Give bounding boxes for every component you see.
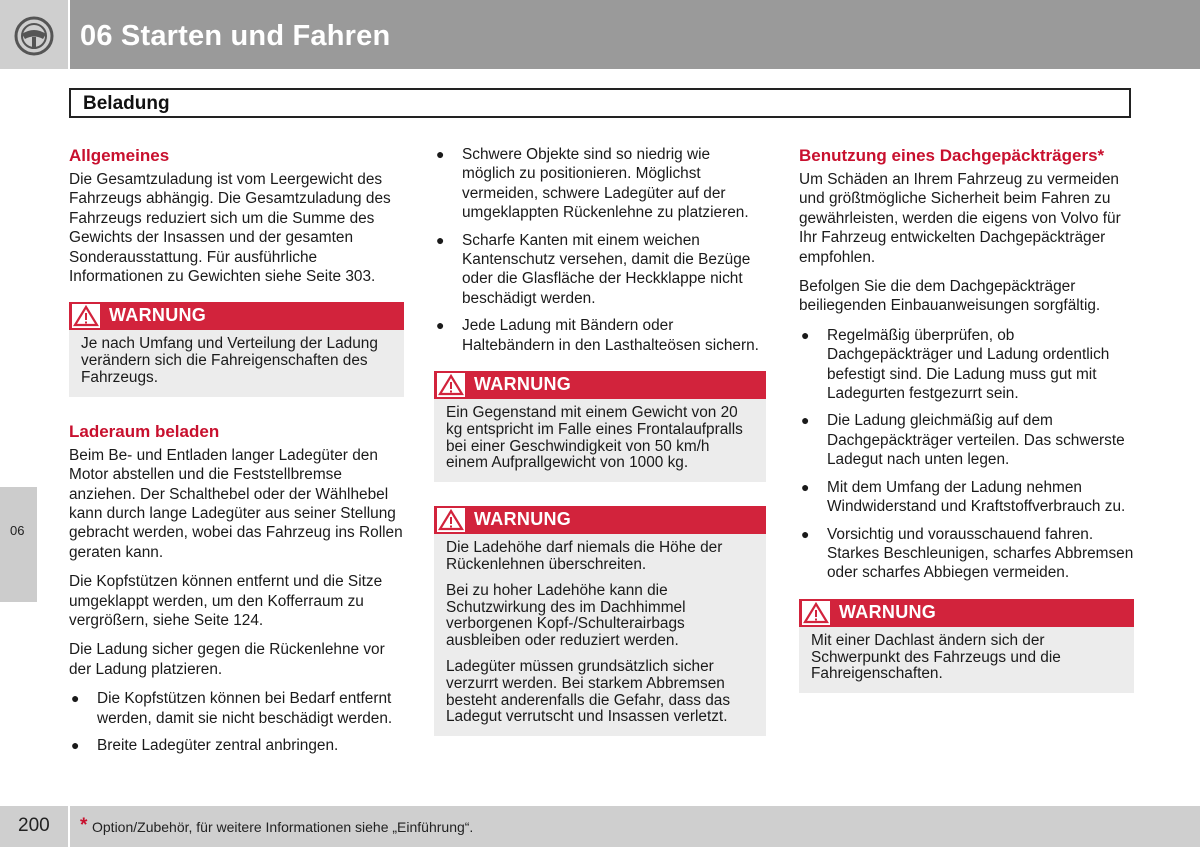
warning-text: Ladegüter müssen grundsätzlich sicher verzurrt werden. Bei starkem Abbremsen besteht anderenfalls die Gefahr, dass das Ladegut verrutscht und Insassen verletzt. xyxy=(446,658,731,726)
page-number-box xyxy=(0,806,68,847)
paragraph-roof-1: Um Schäden an Ihrem Fahrzeug zu vermeiden und größtmögliche Sicherheit beim Fahren zu gewährleisten, werden die eigens von Volvo für Ihr Fahrzeug entwickelten Dachgepäckträger empfohlen. xyxy=(799,171,1121,266)
paragraph-load-2: Die Kopfstützen können entfernt und die Sitze umgeklappt werden, um den Kofferraum zu vergrößern, siehe Seite 124. xyxy=(69,573,383,630)
column-left xyxy=(69,145,404,766)
warning-body xyxy=(799,627,1134,693)
list-item: ● Scharfe Kanten mit einem weichen Kantenschutz versehen, damit die Bezüge oder die Glasfläche der Heckklappe nicht beschädigt werden. xyxy=(436,231,751,307)
warning-text: Je nach Umfang und Verteilung der Ladung verändern sich die Fahreigenschaften des Fahrzeugs. xyxy=(81,335,378,387)
warning-triangle-icon xyxy=(72,304,100,328)
bullet-icon: ● xyxy=(801,412,810,429)
bullet-list xyxy=(799,326,1134,583)
warning-body xyxy=(69,330,404,396)
steering-wheel-icon xyxy=(13,15,55,57)
footer-bar xyxy=(70,806,1200,847)
chapter-title: 06 Starten und Fahren xyxy=(80,20,391,52)
list-item: ● Breite Ladegüter zentral anbringen. xyxy=(71,737,339,755)
bullet-icon: ● xyxy=(801,326,810,343)
warning-header xyxy=(799,599,1134,627)
warning-label: WARNUNG xyxy=(474,509,572,530)
paragraph-load-1: Beim Be- und Entladen langer Ladegüter den Motor abstellen und die Feststellbremse anziehen. Der Schalthebel oder der Wählhebel kann durch lange Ladegüter aus seiner Stellung gebracht werden, wobei das Fahrzeug ins Rollen geraten kann. xyxy=(69,446,403,561)
list-item: ● Mit dem Umfang der Ladung nehmen Windwiderstand und Kraftstoffverbrauch zu. xyxy=(801,478,1126,516)
warning-label: WARNUNG xyxy=(839,601,937,622)
bullet-icon: ● xyxy=(801,525,810,542)
warning-box xyxy=(434,506,766,736)
footnote-star: * xyxy=(80,815,88,836)
page-number: 200 xyxy=(18,815,50,836)
warning-text: Bei zu hoher Ladehöhe kann die Schutzwirkung des im Dachhimmel verborgenen Kopf-/Schulterairbags ausbleiben oder reduziert werden. xyxy=(446,581,686,650)
list-item: ● Vorsichtig und vorausschauend fahren. Starkes Beschleunigen, scharfes Abbremsen oder scharfes Abbiegen vermeiden. xyxy=(801,525,1134,582)
warning-text: Mit einer Dachlast ändern sich der Schwerpunkt des Fahrzeugs und die Fahreigenschaften. xyxy=(811,631,1061,683)
heading-dachgepaecktraeger: Benutzung eines Dachgepäckträgers* xyxy=(799,146,1105,165)
warning-box xyxy=(69,302,404,396)
warning-triangle-icon xyxy=(437,508,465,532)
warning-body xyxy=(434,534,766,736)
bullet-icon: ● xyxy=(436,146,445,162)
list-item: ● Schwere Objekte sind so niedrig wie möglich zu positionieren. Möglichst vermeiden, schwere Ladegüter auf der umgeklappten Rückenlehne zu platzieren. xyxy=(436,146,749,222)
chapter-icon-box xyxy=(0,0,68,69)
warning-header xyxy=(69,302,404,330)
warning-body xyxy=(434,399,766,482)
bullet-icon: ● xyxy=(71,690,80,707)
list-item: ● Regelmäßig überprüfen, ob Dachgepäckträger und Ladung ordentlich befestigt sind. Die Ladung muss gut mit Ladegurten festgezurrt sein. xyxy=(801,326,1110,403)
list-item: ● Jede Ladung mit Bändern oder Haltebändern in den Lasthalteösen sichern. xyxy=(436,317,759,354)
bullet-icon: ● xyxy=(436,317,445,334)
list-item: ● Die Kopfstützen können bei Bedarf entfernt werden, damit sie nicht beschädigt werden. xyxy=(71,690,393,727)
warning-header xyxy=(434,371,766,399)
warning-box xyxy=(799,599,1134,693)
warning-label: WARNUNG xyxy=(109,305,207,326)
section-title: Beladung xyxy=(83,93,170,114)
warning-label: WARNUNG xyxy=(474,374,572,395)
warning-text: Ein Gegenstand mit einem Gewicht von 20 kg entspricht im Falle eines Frontalaufpralls bei einer Geschwindigkeit von 50 km/h einem Aufprallgewicht von 1000 kg. xyxy=(446,404,743,472)
list-item: ● Die Ladung gleichmäßig auf dem Dachgepäckträger verteilen. Das schwerste Ladegut nach unten legen. xyxy=(801,412,1125,469)
bullet-icon: ● xyxy=(801,478,810,495)
warning-header xyxy=(434,506,766,534)
paragraph-general: Die Gesamtzuladung ist vom Leergewicht des Fahrzeugs abhängig. Die Gesamtzuladung des Fahrzeugs reduziert sich um die Summe des Gewichts der Insassen und der gesamten Sonderausstattung. Für ausführliche Informationen zu Gewichten siehe Seite 303. xyxy=(69,171,391,286)
section-title-box xyxy=(69,88,1131,118)
column-right xyxy=(799,145,1134,717)
heading-allgemeines: Allgemeines xyxy=(69,146,170,165)
warning-triangle-icon xyxy=(437,373,465,397)
bullet-list xyxy=(69,689,404,755)
warning-box xyxy=(434,371,766,482)
warning-text: Die Ladehöhe darf niemals die Höhe der Rückenlehnen überschreiten. xyxy=(446,539,723,574)
bullet-icon: ● xyxy=(436,231,445,248)
chapter-tab-number: 06 xyxy=(10,523,25,538)
footnote-text: Option/Zubehör, für weitere Informationen siehe „Einführung“. xyxy=(92,819,474,835)
heading-laderaum-beladen: Laderaum beladen xyxy=(69,421,220,441)
paragraph-roof-2: Befolgen Sie die dem Dachgepäckträger beiliegenden Einbauanweisungen sorgfältig. xyxy=(799,278,1101,315)
column-middle xyxy=(434,145,766,760)
bullet-icon: ● xyxy=(71,737,80,754)
chapter-side-tab xyxy=(0,487,37,602)
bullet-list xyxy=(434,145,766,355)
warning-triangle-icon xyxy=(802,601,830,625)
paragraph-load-3: Die Ladung sicher gegen die Rückenlehne vor der Ladung platzieren. xyxy=(69,641,385,678)
